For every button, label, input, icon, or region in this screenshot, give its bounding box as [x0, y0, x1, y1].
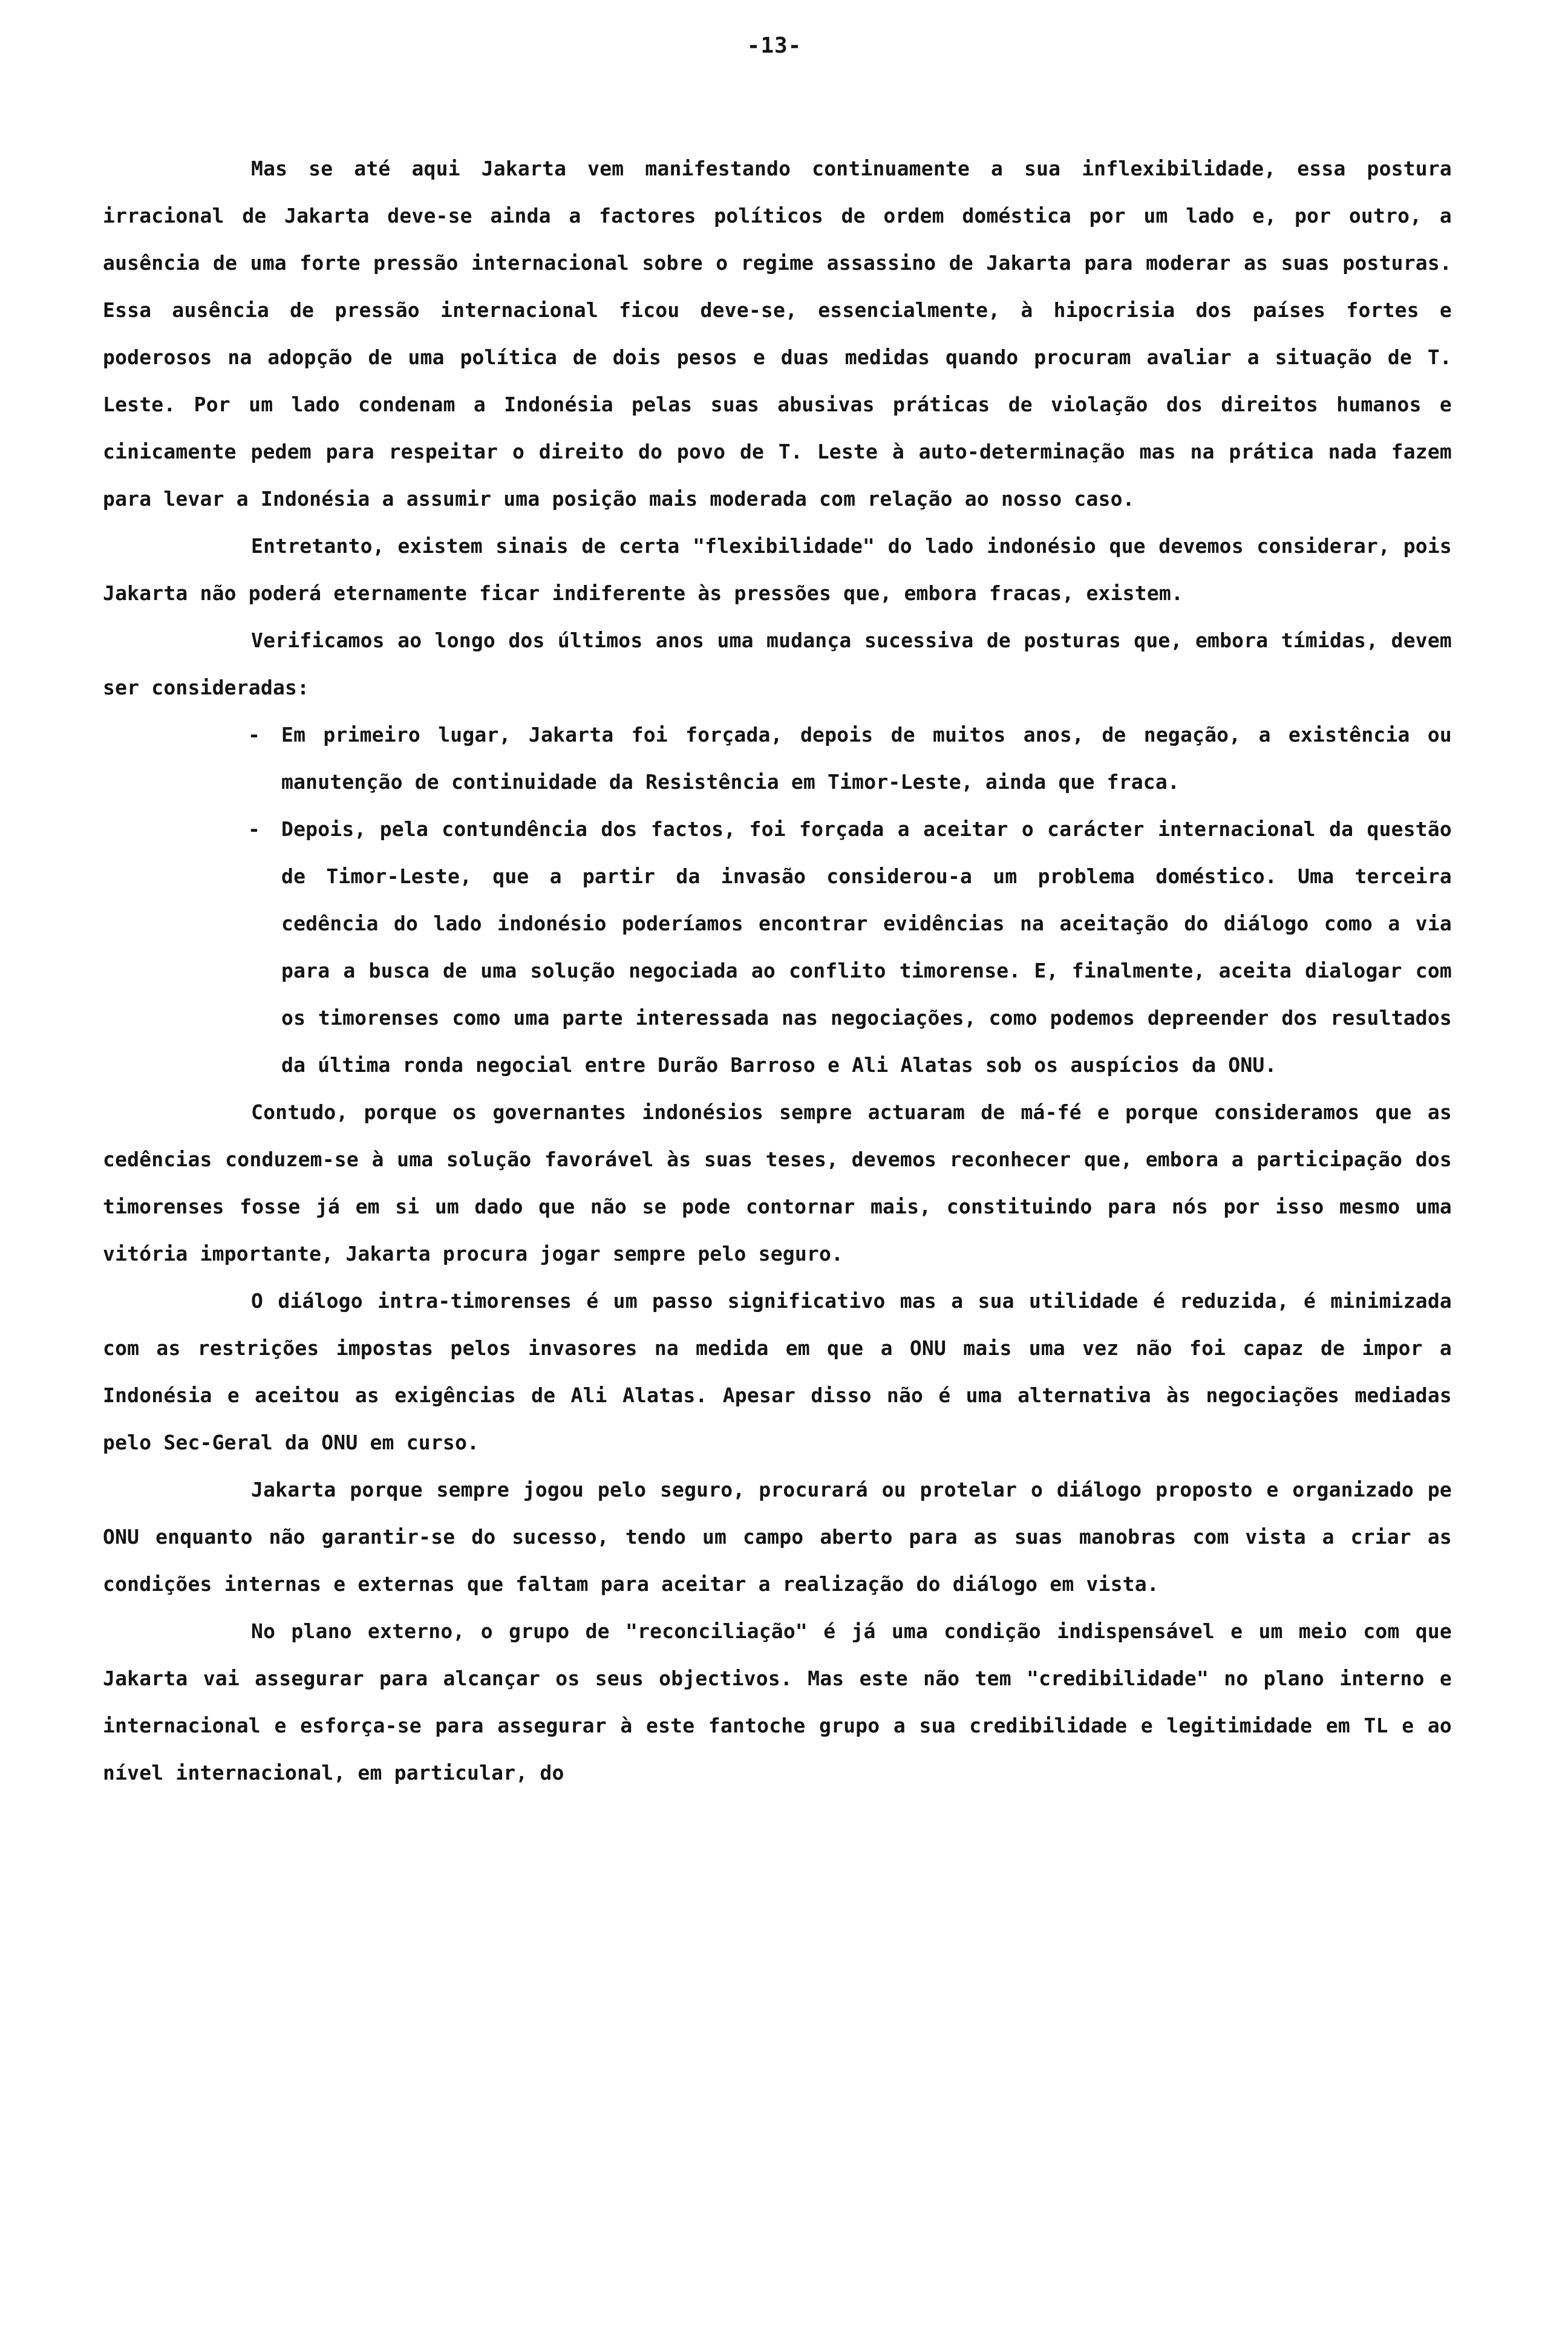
list-item-text: Depois, pela contundência dos factos, foi forçada a aceitar o carácter internacional da questão de Timor-Leste, que a partir da invasão considerou-a um problema doméstico. Uma terceira cedência do lado indonésio poderíamos encontrar evidências na aceitação do diálogo como a via para a busca de uma solução negociada ao conflito timorense. E, finalmente, aceita dialogar com os timorenses como uma parte interessada nas negociações, como podemos depreender dos resultados da última ronda negocial entre Durão Barroso e Ali Alatas sob os auspícios da ONU.: [281, 817, 1452, 1077]
paragraph-bad-faith: Contudo, porque os governantes indonésios sempre actuaram de má-fé e porque consideramos que as cedências conduzem-se à uma solução favorável às suas teses, devemos reconhecer que, embora a participação dos timorenses fosse já em si um dado que não se pode contornar mais, constituindo para nós por isso mesmo uma vitória importante, Jakarta procura jogar sempre pelo seguro.: [103, 1100, 1452, 1265]
paragraph-inflexibility: Mas se até aqui Jakarta vem manifestando continuamente a sua inflexibilidade, essa postura irracional de Jakarta deve-se ainda a factores políticos de ordem doméstica por um lado e, por outro, a ausência de uma forte pressão internacional sobre o regime assassino de Jakarta para moderar as suas posturas. Essa ausência de pressão internacional ficou deve-se, essencialmente, à hipocrisia dos países fortes e poderosos na adopção de uma política de dois pesos e duas medidas quando procuram avaliar a situação de T. Leste. Por um lado condenam a Indonésia pelas suas abusivas práticas de violação dos direitos humanos e cinicamente pedem para respeitar o direito do povo de T. Leste à auto-determinação mas na prática nada fazem para levar a Indonésia a assumir uma posição mais moderada com relação ao nosso caso.: [103, 157, 1452, 511]
page-number: -13-: [746, 33, 802, 58]
paragraph-posture-changes: Verificamos ao longo dos últimos anos uma mudança sucessiva de posturas que, embora tímidas, devem ser consideradas:: [103, 629, 1452, 699]
paragraph-intra-timorese-dialogue: O diálogo intra-timorenses é um passo significativo mas a sua utilidade é reduzida, é minimizada com as restrições impostas pelos invasores na medida em que a ONU mais uma vez não foi capaz de impor a Indonésia e aceitou as exigências de Ali Alatas. Apesar disso não é uma alternativa às negociações mediadas pelo Sec-Geral da ONU em curso.: [103, 1289, 1452, 1454]
bullet-dash: -: [248, 723, 261, 746]
list-item-text: Em primeiro lugar, Jakarta foi forçada, depois de muitos anos, de negação, a existência ou manutenção de continuidade da Resistência em Timor-Leste, ainda que fraca.: [281, 723, 1452, 794]
list-item: [248, 806, 1452, 1089]
paragraph-reconciliation-group: No plano externo, o grupo de "reconciliação" é já uma condição indispensável e um meio com que Jakarta vai assegurar para alcançar os seus objectivos. Mas este não tem "credibilidade" no plano interno e internacional e esforça-se para assegurar à este fantoche grupo a sua credibilidade e legitimidade em TL e ao nível internacional, em particular, do: [103, 1619, 1452, 1784]
paragraph-safe-play: Jakarta porque sempre jogou pelo seguro, procurará ou protelar o diálogo proposto e organizado pe ONU enquanto não garantir-se do sucesso, tendo um campo aberto para as suas manobras com vista a criar as condições internas e externas que faltam para aceitar a realização do diálogo em vista.: [103, 1478, 1452, 1596]
body-text: [103, 145, 1452, 1797]
paragraph-flexibility-signs: Entretanto, existem sinais de certa "flexibilidade" do lado indonésio que devemos considerar, pois Jakarta não poderá eternamente ficar indiferente às pressões que, embora fracas, existem.: [103, 534, 1452, 605]
posture-list: [103, 711, 1452, 1089]
bullet-dash: -: [248, 817, 261, 841]
list-item: [248, 711, 1452, 806]
